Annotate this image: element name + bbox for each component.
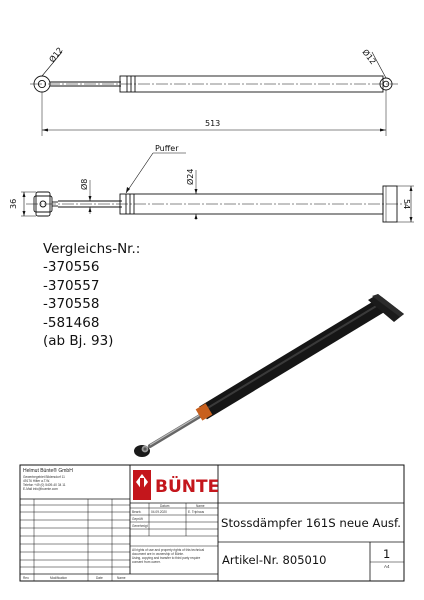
rights-line: All rights of use and property rights of this technical: [132, 548, 205, 552]
sheet-number: 1: [383, 547, 391, 561]
rights-line: consent from owner.: [132, 560, 161, 564]
row-genehm: Genehmigt: [132, 524, 148, 528]
address-line: 49176 Hilter a.T.W.: [23, 479, 50, 483]
render-tube: [203, 306, 380, 413]
rod-dia-label: Ø8: [80, 178, 89, 190]
bearb-date: 04.09.2020: [151, 510, 167, 514]
rev-col-rev: Rev.: [23, 576, 30, 580]
address-line: Telefon +49 (0) 5409-40 34 11: [23, 483, 66, 487]
top-length-label: 513: [205, 119, 221, 128]
top-dia-right-label: Ø12: [360, 47, 378, 67]
comparison-item: (ab Bj. 93): [43, 333, 114, 350]
address-line: Gewerbegebiet Bildersdorf 11: [23, 475, 65, 479]
top-dia-left-label: Ø12: [47, 45, 65, 65]
end-height-label: 54: [402, 199, 411, 210]
bearb-name: E. Triphaus: [188, 510, 205, 514]
rev-col-modification: Modification: [50, 576, 68, 580]
row-bearb: Bearb.: [132, 510, 142, 514]
col-name: Name: [196, 504, 205, 508]
comparison-item: -370557: [43, 277, 100, 294]
shock-absorber-render: [134, 294, 404, 457]
comparison-item: -581468: [43, 314, 100, 331]
company-name: Helmut Bünte® GmbH: [23, 468, 73, 474]
logo-text: BÜNTE: [155, 477, 220, 497]
row-gepr: Geprüft: [132, 517, 143, 521]
rights-line: document are in ownership of Bünte.: [132, 552, 184, 556]
comparison-list: [43, 240, 140, 350]
comparison-heading: Vergleichs-Nr.:: [43, 241, 141, 257]
address-line: E-Mail info@buente.com: [23, 487, 58, 491]
col-datum: Datum: [160, 504, 170, 508]
rights-line: Using, copying and transfer to third party require: [132, 556, 201, 560]
comparison-item: -370558: [43, 296, 100, 313]
rev-col-date: Date: [96, 576, 103, 580]
render-bumper: [199, 409, 209, 415]
buente-logo: [133, 470, 219, 500]
sheet-format: A4: [384, 564, 390, 569]
puffer-label: Puffer: [155, 144, 179, 153]
article-number: Artikel-Nr. 805010: [222, 553, 327, 567]
product-title: Stossdämpfer 161S neue Ausf.: [221, 516, 401, 530]
comparison-item: -370556: [43, 259, 100, 276]
eye-height-label: 36: [9, 198, 18, 209]
tube-dia-label: Ø24: [186, 168, 195, 185]
rev-col-name: Name: [117, 576, 126, 580]
